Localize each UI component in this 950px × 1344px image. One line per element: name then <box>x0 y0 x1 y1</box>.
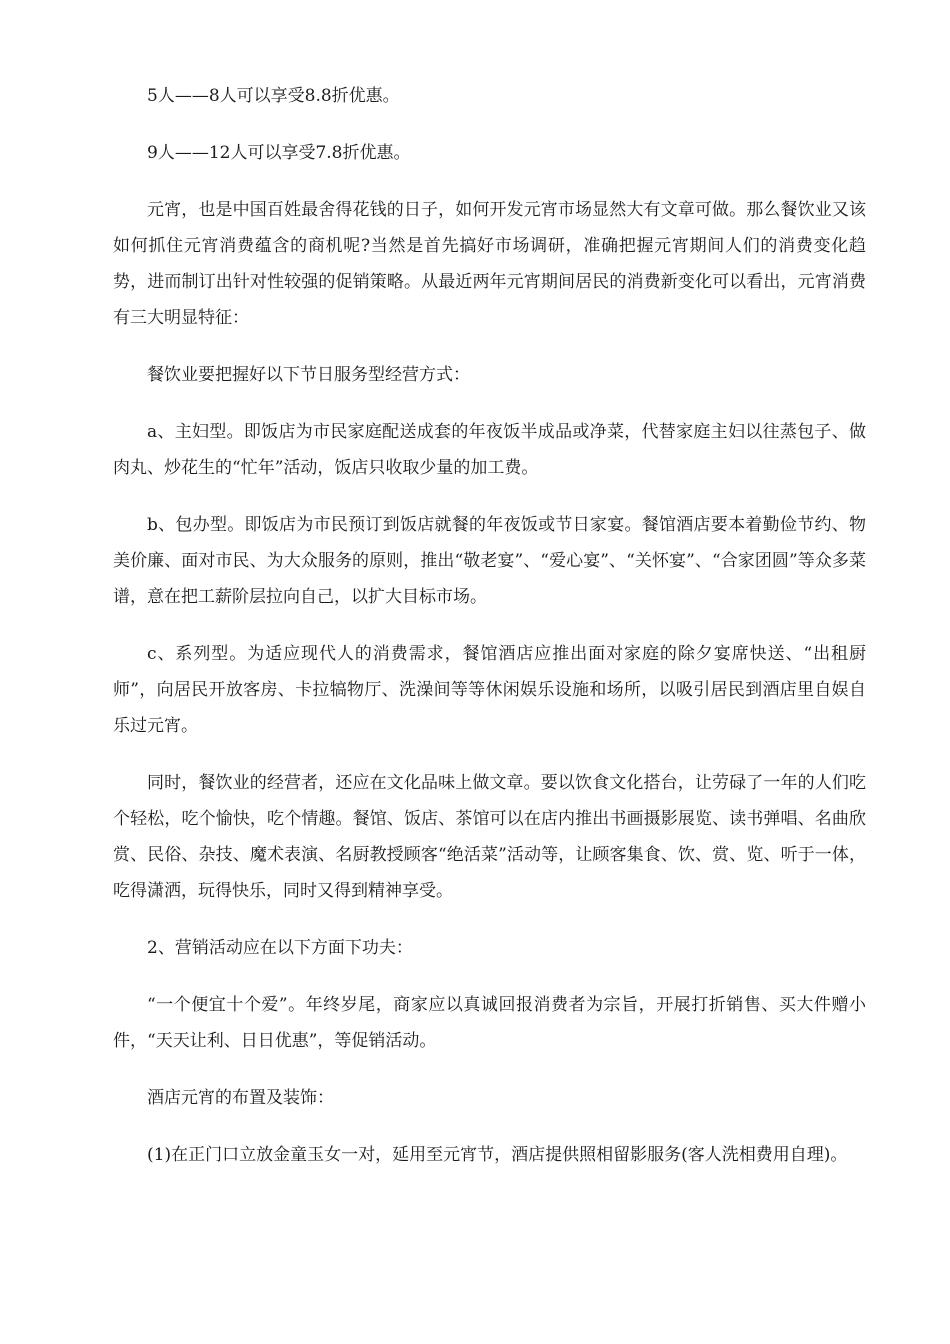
paragraph-discount-5-8: 5人——8人可以享受8.8折优惠。 <box>147 86 400 106</box>
paragraph-decoration-item-1: (1)在正门口立放金童玉女一对，延用至元宵节，酒店提供照相留影服务(客人洗相费用自理)。 <box>147 1145 848 1165</box>
paragraph-package-type: b、包办型。即饭店为市民预订到饭店就餐的年夜饭或节日家宴。餐馆酒店要本着勤俭节约、物美价廉、面对市民、为大众服务的原则，推出“敬老宴”、“爱心宴”、“关怀宴”、“合家团圆”等众多菜谱，意在把工薪阶层拉向自己，以扩大目标市场。 <box>113 515 866 607</box>
paragraph-discount-9-12: 9人——12人可以享受7.8折优惠。 <box>147 143 411 163</box>
paragraph-service-modes-intro: 餐饮业要把握好以下节日服务型经营方式： <box>147 365 470 385</box>
paragraph-promotion: “一个便宜十个爱”。年终岁尾，商家应以真诚回报消费者为宗旨，开展打折销售、买大件赠小件，“天天让利、日日优惠”，等促销活动。 <box>113 995 866 1051</box>
document-body <box>113 78 866 1194</box>
paragraph-housewife-type: a、主妇型。即饭店为市民家庭配送成套的年夜饭半成品或净菜，代替家庭主妇以往蒸包子、做肉丸、炒花生的“忙年”活动，饭店只收取少量的加工费。 <box>113 422 866 478</box>
paragraph-culture: 同时，餐饮业的经营者，还应在文化品味上做文章。要以饮食文化搭台，让劳碌了一年的人们吃个轻松，吃个愉快，吃个情趣。餐馆、饭店、茶馆可以在店内推出书画摄影展览、读书弹唱、名曲欣赏、民俗、杂技、魔术表演、名厨教授顾客“绝活菜”活动等，让顾客集食、饮、赏、览、听于一体，吃得潇洒，玩得快乐，同时又得到精神享受。 <box>113 773 866 901</box>
paragraph-lantern-market: 元宵，也是中国百姓最舍得花钱的日子，如何开发元宵市场显然大有文章可做。那么餐饮业又该如何抓住元宵消费蕴含的商机呢?当然是首先搞好市场调研，准确把握元宵期间人们的消费变化趋势，进而制订出针对性较强的促销策略。从最近两年元宵期间居民的消费新变化可以看出，元宵消费有三大明显特征： <box>113 200 866 328</box>
paragraph-decoration-heading: 酒店元宵的布置及装饰： <box>147 1088 334 1108</box>
paragraph-marketing-heading: 2、营销活动应在以下方面下功夫： <box>147 938 413 958</box>
paragraph-series-type: c、系列型。为适应现代人的消费需求，餐馆酒店应推出面对家庭的除夕宴席快送、“出租厨师”，向居民开放客房、卡拉犒物厅、洗澡间等等休闲娱乐设施和场所，以吸引居民到酒店里自娱自乐过元宵。 <box>113 644 866 736</box>
